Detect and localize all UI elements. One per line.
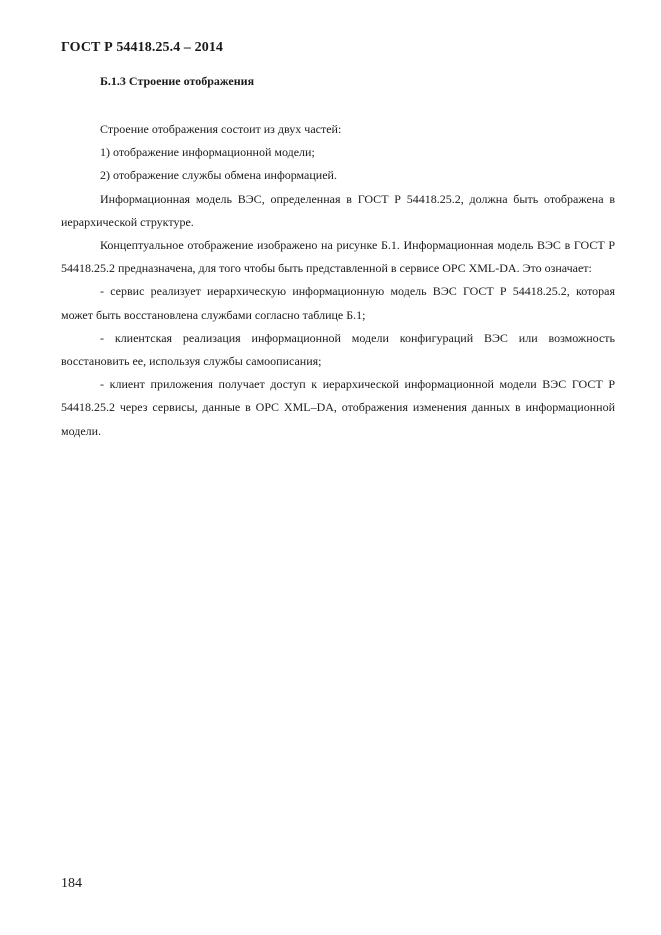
paragraph-concept: Концептуальное отображение изображено на рисунке Б.1. Информационная модель ВЭС в ГОСТ Р 54418.25.2 предназначена, для того чтобы быть представленной в сервисе OPC XML-DA. Это означает: xyxy=(61,238,615,276)
section-title: Б.1.3 Строение отображения xyxy=(100,74,255,88)
page-number: 184 xyxy=(61,876,82,891)
body-text xyxy=(61,118,615,443)
paragraph-dash-item-2: - клиентская реализация информационной модели конфигураций ВЭС или возможность восстановить ее, используя службы самоописания; xyxy=(61,330,615,369)
paragraph-list-item-1: 1) отображение информационной модели; xyxy=(100,145,315,160)
paragraph-dash-item-1: - сервис реализует иерархическую информационную модель ВЭС ГОСТ Р 54418.25.2, которая может быть восстановлена службами согласно таблице Б.1; xyxy=(61,284,615,322)
paragraph-list-item-2: 2) отображение службы обмена информацией. xyxy=(100,168,337,183)
paragraph-intro: Строение отображения состоит из двух частей: xyxy=(100,122,342,136)
paragraph-info-model: Информационная модель ВЭС, определенная в ГОСТ Р 54418.25.2, должна быть отображена в иерархической структуре. xyxy=(61,191,615,229)
document-header: ГОСТ Р 54418.25.4 – 2014 xyxy=(61,40,224,55)
paragraph-dash-item-3: - клиент приложения получает доступ к иерархической информационной модели ВЭС ГОСТ Р 54418.25.2 через сервисы, данные в OPC XML–DA, отображения изменения данных в информационной модели. xyxy=(61,377,615,438)
